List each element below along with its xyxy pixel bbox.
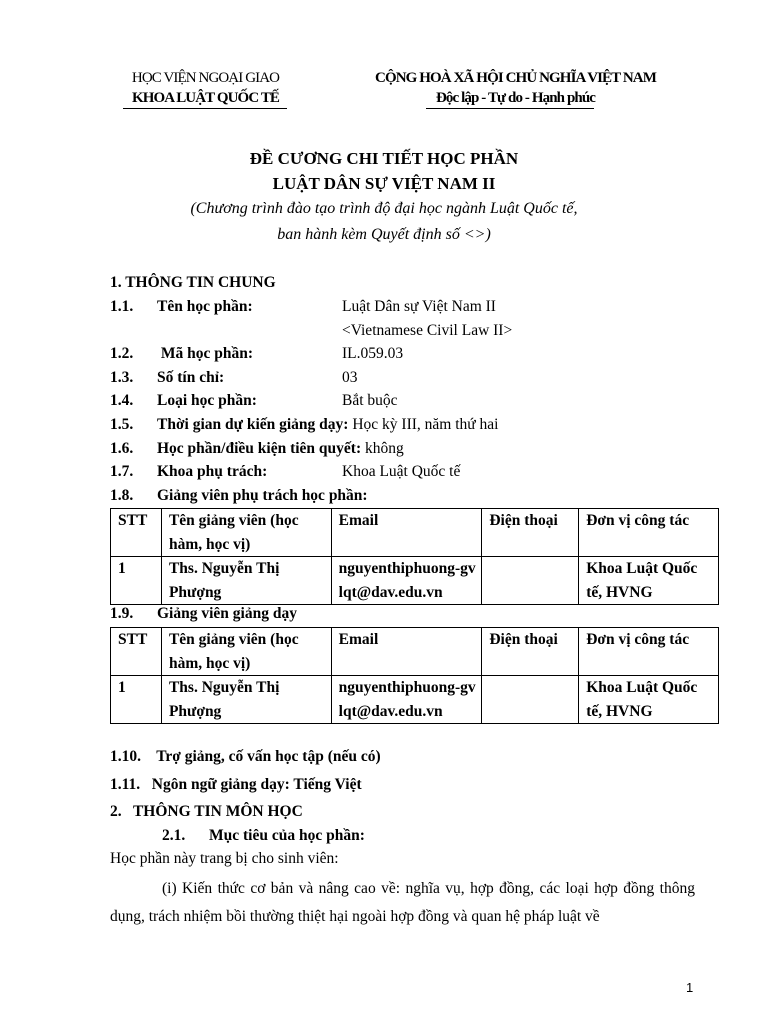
table-row <box>111 557 719 605</box>
faculty-name: KHOA LUẬT QUỐC TẾ <box>131 90 280 106</box>
item-label: Thời gian dự kiến giảng dạy: <box>157 416 349 433</box>
item-1-8 <box>110 487 368 505</box>
item-label: Khoa phụ trách: <box>157 463 268 480</box>
item-value: Bắt buộc <box>342 392 398 409</box>
doc-title-line2: LUẬT DÂN SỰ VIỆT NAM II <box>272 174 496 193</box>
item-value: Học kỳ III, năm thứ hai <box>352 416 499 433</box>
cell-lecturer-name: Ths. Nguyễn Thị Phượng <box>161 676 331 724</box>
item-1-3 <box>110 369 358 387</box>
national-header <box>348 68 683 108</box>
item-1-10: 1.10. Trợ giảng, cố vấn học tập (nếu có) <box>110 748 381 765</box>
institution-header <box>108 68 303 108</box>
cell-email: nguyenthiphuong-gvlqt@dav.edu.vn <box>331 557 482 605</box>
objective-paragraph: (i) Kiến thức cơ bản và nâng cao về: nghĩa vụ, hợp đồng, các loại hợp đồng thông dụng, trách nhiệm bồi thường thiệt hại ngoài hợp đồng và quan hệ pháp luật về <box>110 880 695 925</box>
item-number: 1.9. <box>110 605 134 622</box>
item-1-7 <box>110 463 461 481</box>
academy-name: HỌC VIỆN NGOẠI GIAO <box>131 70 280 86</box>
cell-phone <box>482 557 579 605</box>
table-header-row <box>111 509 719 557</box>
item-label: Tên học phần: <box>157 298 253 315</box>
national-title: CỘNG HOÀ XÃ HỘI CHỦ NGHĨA VIỆT NAM <box>375 70 656 86</box>
cell-unit: Khoa Luật Quốc tế, HVNG <box>579 557 719 605</box>
table-header-row <box>111 628 719 676</box>
item-1-9 <box>110 605 297 623</box>
doc-subtitle-line1: (Chương trình đào tạo trình độ đại học ngành Luật Quốc tế, <box>190 200 578 217</box>
item-value: IL.059.03 <box>342 345 404 362</box>
item-number: 1.1. <box>110 298 134 315</box>
doc-title-line1: ĐỀ CƯƠNG CHI TIẾT HỌC PHẦN <box>249 149 519 168</box>
item-label: Mã học phần: <box>157 345 254 362</box>
header-stt: STT <box>111 628 162 676</box>
item-number: 1.3. <box>110 369 134 386</box>
item-number: 1.6. <box>110 440 134 457</box>
item-1-11: 1.11. Ngôn ngữ giảng dạy: Tiếng Việt <box>110 776 362 793</box>
cell-phone <box>482 676 579 724</box>
header-stt: STT <box>111 509 162 557</box>
item-number: 2.1. <box>162 827 186 844</box>
item-label: Học phần/điều kiện tiên quyết: <box>157 440 362 457</box>
cell-unit: Khoa Luật Quốc tế, HVNG <box>579 676 719 724</box>
section1-heading: 1. THÔNG TIN CHUNG <box>110 274 276 291</box>
item-value: không <box>365 440 404 457</box>
header-lecturer-name: Tên giảng viên (học hàm, học vị) <box>161 509 331 557</box>
item-number: 1.8. <box>110 487 134 504</box>
header-underline-right <box>426 108 594 109</box>
doc-subtitle-line2: ban hành kèm Quyết định số <>) <box>277 226 491 243</box>
page-number: 1 <box>686 980 694 995</box>
item-value: Khoa Luật Quốc tế <box>342 463 461 480</box>
teaching-lecturer-table <box>110 627 719 724</box>
item-1-1 <box>110 298 496 316</box>
item-1-6 <box>110 440 404 458</box>
national-motto: Độc lập - Tự do - Hạnh phúc <box>435 90 596 106</box>
item-value-english: <Vietnamese Civil Law II> <box>342 322 513 339</box>
item-2-1 <box>162 827 365 845</box>
item-label: Giảng viên phụ trách học phần: <box>157 487 368 504</box>
item-number: 1.4. <box>110 392 134 409</box>
section2-heading: 2. THÔNG TIN MÔN HỌC <box>110 803 303 820</box>
table-row <box>111 676 719 724</box>
header-unit: Đơn vị công tác <box>579 628 719 676</box>
item-label: Số tín chỉ: <box>157 369 225 386</box>
item-number: 1.7. <box>110 463 134 480</box>
header-phone: Điện thoại <box>482 509 579 557</box>
header-lecturer-name: Tên giảng viên (học hàm, học vị) <box>161 628 331 676</box>
header-underline-left <box>123 108 287 109</box>
item-1-5 <box>110 416 498 434</box>
header-phone: Điện thoại <box>482 628 579 676</box>
item-label: Giảng viên giảng dạy <box>157 605 297 622</box>
cell-email: nguyenthiphuong-gvlqt@dav.edu.vn <box>331 676 482 724</box>
cell-stt: 1 <box>111 557 162 605</box>
lecturer-in-charge-table <box>110 508 719 605</box>
item-label: Loại học phần: <box>157 392 257 409</box>
item-number: 1.5. <box>110 416 134 433</box>
item-value: 03 <box>342 369 358 386</box>
header-email: Email <box>331 509 482 557</box>
item-label: Mục tiêu của học phần: <box>209 827 365 844</box>
cell-lecturer-name: Ths. Nguyễn Thị Phượng <box>161 557 331 605</box>
cell-stt: 1 <box>111 676 162 724</box>
item-1-4 <box>110 392 398 410</box>
item-number: 1.2. <box>110 345 134 362</box>
header-unit: Đơn vị công tác <box>579 509 719 557</box>
header-email: Email <box>331 628 482 676</box>
section2-intro: Học phần này trang bị cho sinh viên: <box>110 850 339 867</box>
item-1-2 <box>110 345 404 363</box>
item-value: Luật Dân sự Việt Nam II <box>342 298 496 315</box>
